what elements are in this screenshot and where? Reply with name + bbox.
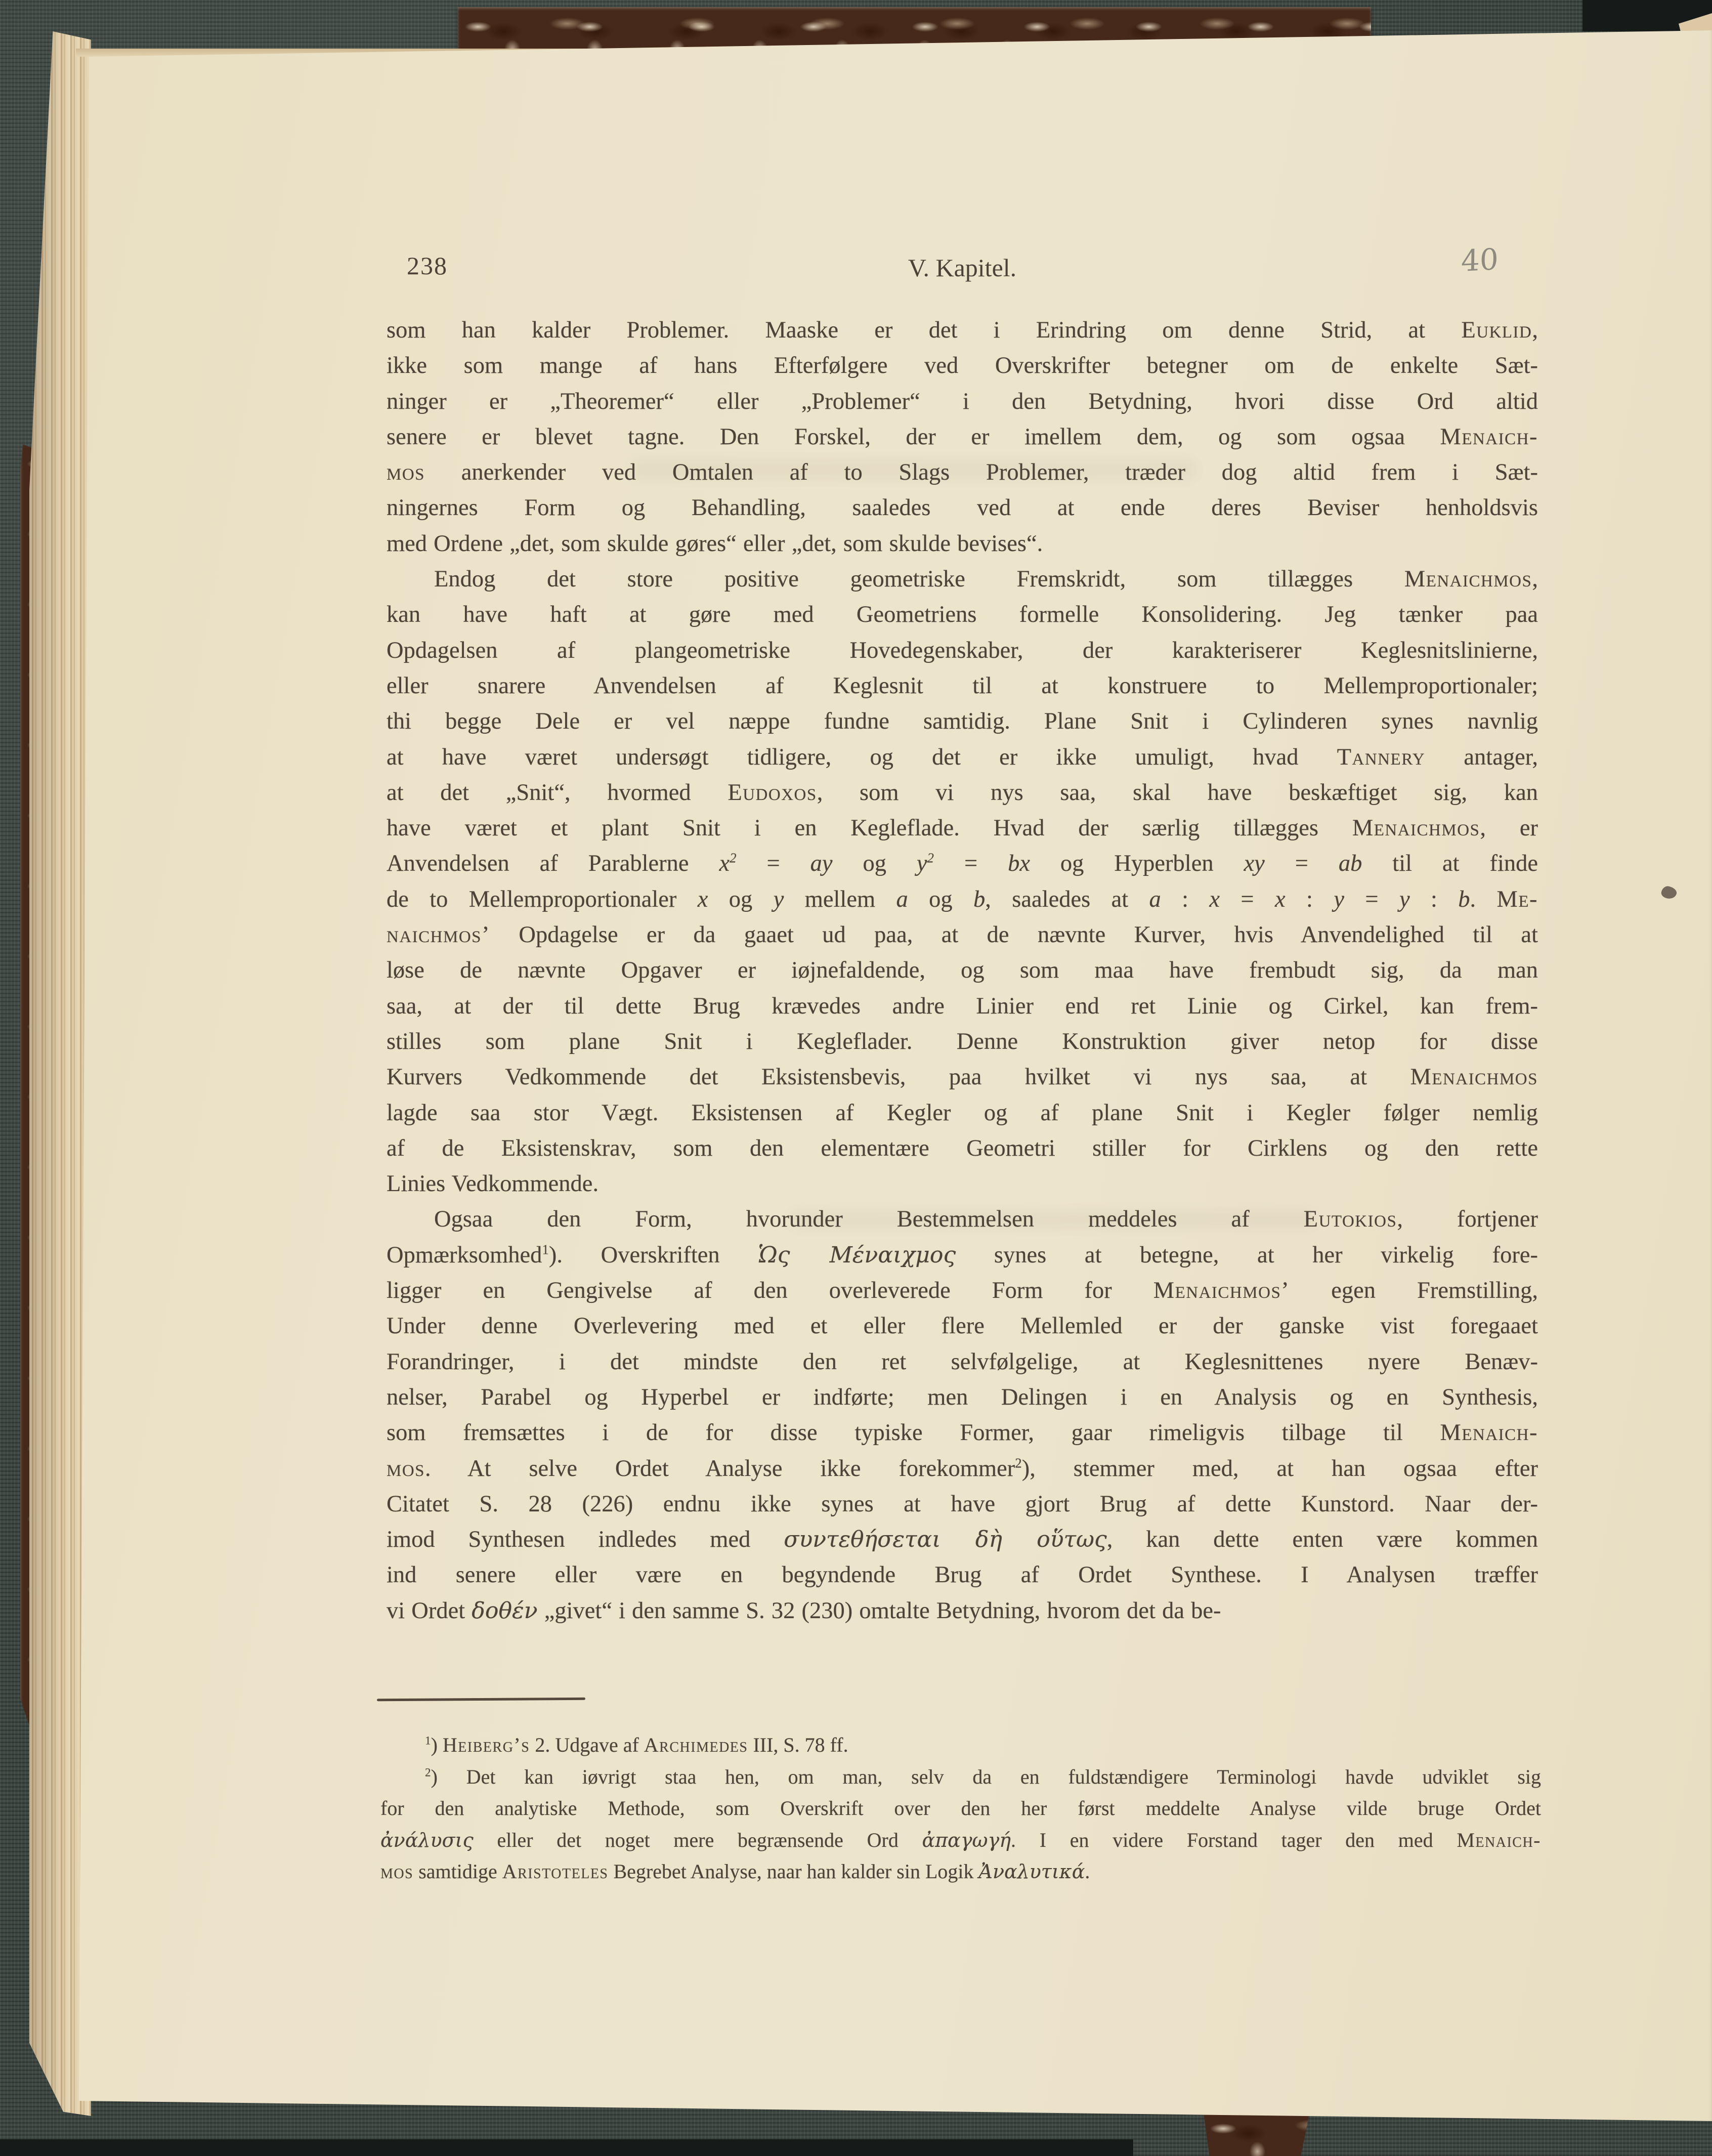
text-segment: y [773,886,784,912]
small-caps-name: Archimedes [644,1734,748,1756]
text-segment: = [736,851,810,877]
text-segment: y [1399,886,1410,912]
text-segment: x [1275,886,1286,912]
page-number: 238 [407,251,448,280]
text-line [387,1593,1538,1629]
text-line [387,1273,1538,1308]
text-segment: og [908,886,974,912]
text-segment: ay [810,851,833,877]
small-caps-name: Euklid [1461,317,1532,343]
text-segment: . At selve Ordet Analyse ikke forekommer [425,1455,1015,1482]
text-segment: de to Mellemproportionaler [387,886,698,912]
text-segment: for den analytiske Methode, som Overskrift over den her først meddelte Analyse vilde bruge Ordet [380,1797,1541,1820]
text-line [387,917,1538,953]
text-segment: eller snarere Anvendelsen af Keglesnit til at konstruere to Mellemproportionaler; [387,672,1538,699]
pencil-annotation: 40 [1461,241,1499,279]
greek-text: Ὡς Μέναιχμος [758,1242,956,1268]
text-segment: Endog det store positive geometriske Fremskridt, som tillægges [434,566,1404,593]
text-segment: : [1161,886,1210,912]
text-segment: og [708,886,774,912]
text-segment: 2. Udgave af [530,1734,644,1756]
text-segment: egen Fremstilling, [1290,1278,1538,1304]
text-line [387,455,1538,490]
text-line [387,348,1538,384]
small-caps-name: Menaichmos [1404,566,1532,593]
text-segment: , [1532,566,1538,593]
chapter-title: V. Kapitel. [908,253,1017,282]
text-segment: = [1344,886,1399,912]
text-line [387,526,1538,562]
text-segment: xy [1244,851,1265,877]
page-header [387,241,1538,286]
small-caps-name: Eutokios [1303,1206,1397,1233]
text-line [387,1451,1538,1487]
small-caps-name: Menaich- [1440,1420,1538,1446]
text-line [387,1522,1538,1557]
text-segment: stilles som plane Snit i Kegleflader. Denne Konstruktion giver netop for disse [387,1028,1538,1054]
text-line [387,384,1538,419]
text-segment: til at finde [1362,851,1538,877]
text-segment: imod Synthesen indledes med [387,1527,784,1553]
text-segment: = [1264,851,1339,877]
text-line [387,597,1538,632]
text-line [387,882,1538,917]
text-line [387,668,1538,704]
small-caps-name: Menaich- [1440,424,1538,450]
text-segment: a [896,886,908,912]
text-segment: y [1334,886,1344,912]
text-segment: Citatet S. 28 (226) endnu ikke synes at have gjort Brug af dette Kunstord. Naar der- [387,1491,1538,1517]
text-segment: ). Overskriften [548,1242,758,1268]
greek-text: Ἀναλυτικά [978,1861,1085,1883]
text-line [380,1793,1541,1825]
small-caps-name: Menaich- [1457,1828,1541,1851]
text-line [387,1166,1538,1202]
text-line [387,1060,1538,1095]
text-segment: ab [1338,851,1362,877]
text-segment: at det „Snit“, hvormed [387,779,728,806]
text-segment: , kan dette enten være kommen [1106,1527,1538,1553]
footnotes [380,1729,1541,1888]
text-segment: mellem [784,886,896,912]
text-segment: og [832,851,917,877]
small-caps-name: mos [387,459,425,486]
text-segment: , saaledes at [985,886,1149,912]
text-segment: III, S. 78 ff. [748,1734,848,1756]
text-line [387,562,1538,597]
text-line [387,1024,1538,1060]
text-segment: : [1409,886,1459,912]
text-line [387,1238,1538,1273]
text-segment: Linies Vedkommende. [387,1171,599,1197]
text-segment: ligger en Gengivelse af den overleverede Form for [387,1278,1153,1304]
text-line [387,1487,1538,1522]
text-segment: x [1209,886,1220,912]
text-segment: ind senere eller være en begyndende Brug af Ordet Synthese. I Analysen træffer [387,1562,1538,1588]
text-segment: 1 [425,1734,431,1748]
text-segment: x [719,851,730,877]
text-segment: , [1532,317,1538,343]
text-segment: : [1285,886,1334,912]
text-segment: at have været undersøgt tidligere, og det er ikke umuligt, hvad [387,744,1337,770]
text-segment: samtidige [413,1860,502,1883]
text-segment: vi Ordet [387,1597,472,1624]
text-segment: senere er blevet tagne. Den Forskel, der er imellem dem, og som ogsaa [387,424,1440,450]
text-segment: 2 [425,1766,431,1780]
text-segment: synes at betegne, at her virkelig fore- [956,1242,1538,1268]
text-segment: Under denne Overlevering med et eller flere Mellemled er der ganske vist foregaaet [387,1313,1538,1339]
text-segment: kan have haft at gøre med Geometriens formelle Konsolidering. Jeg tænker paa [387,602,1538,628]
text-line [387,1415,1538,1451]
text-line [387,1131,1538,1166]
text-segment: Kurvers Vedkommende det Eksistensbevis, paa hvilket vi nys saa, at [387,1064,1410,1090]
text-segment: Opmærksomhed [387,1242,542,1268]
text-segment: Opdagelsen af plangeometriske Hovedegenskaber, der karakteriserer Keglesnitslinierne, [387,637,1538,663]
text-segment: ninger er „Theoremer“ eller „Problemer“ i den Betydning, hvori disse Ord altid [387,388,1538,414]
cover-bottom-shadow [0,2139,1133,2156]
text-segment: thi begge Dele er vel næppe fundne samtidig. Plane Snit i Cylinderen synes navnlig [387,708,1538,735]
text-line [387,1308,1538,1344]
text-segment: 2 [927,850,934,866]
text-segment: 2 [730,850,737,866]
text-line [387,704,1538,739]
small-caps-name: mos [380,1860,414,1883]
text-segment: af de Eksistenskrav, som den elementære Geometri stiller for Cirklens og den rette [387,1135,1538,1161]
text-line [387,419,1538,455]
text-segment: løse de nævnte Opgaver er iøjnefaldende, og som maa have frembudt sig, da man [387,957,1538,984]
text-line [387,775,1538,811]
greek-text: ἀνάλυσις [380,1829,474,1851]
greek-text: δοθέν [472,1597,538,1624]
text-segment: ), stemmer med, at han ogsaa efter [1021,1455,1538,1482]
small-caps-name: Aristoteles [502,1860,609,1883]
small-caps-name: Heiberg’s [442,1734,530,1756]
small-caps-name: naichmos’ [387,922,491,948]
text-segment: antager, [1425,744,1538,770]
text-line [387,740,1538,775]
text-segment: Forandringer, i det mindste den ret selvfølgelige, at Keglesnittenes nyere Benæv- [387,1348,1538,1375]
text-segment: have været et plant Snit i en Kegleflade. Hvad der særlig tillægges [387,815,1352,841]
small-caps-name: Menaichmos [1352,815,1480,841]
text-line [387,1380,1538,1415]
text-line [387,846,1538,881]
text-segment: som han kalder Problemer. Maaske er det i Erindring om denne Strid, at [387,317,1462,343]
text-line [387,1202,1538,1237]
text-segment: Ogsaa den Form, hvorunder Bestemmelsen meddeles af [434,1206,1304,1233]
text-line [380,1825,1541,1856]
text-line [387,313,1538,348]
small-caps-name: Tannery [1337,744,1426,770]
text-segment: , fortjener [1397,1206,1538,1233]
text-segment: = [1220,886,1275,912]
text-line [387,989,1538,1024]
text-segment: , er [1480,815,1538,841]
small-caps-name: Menaichmos’ [1153,1278,1290,1304]
text-line [380,1729,1541,1761]
text-segment: nelser, Parabel og Hyperbel er indførte; men Delingen i en Analysis og en Synthesis, [387,1384,1538,1410]
text-segment: = [934,851,1008,877]
text-segment: y [916,851,927,877]
marbled-paper-bottom-chip [1203,2109,1309,2156]
text-segment: ningernes Form og Behandling, saaledes ved at ende deres Beviser henholdsvis [387,495,1538,521]
greek-text: ἀπαγωγή [922,1829,1011,1851]
text-segment: „givet“ i den samme S. 32 (230) omtalte Betydning, hvorom det da be- [537,1597,1221,1624]
text-segment: anerkender ved Omtalen af to Slags Problemer, træder dog altid frem i Sæt- [425,459,1538,486]
text-segment: ikke som mange af hans Efterfølgere ved Overskrifter betegner om de enkelte Sæt- [387,353,1538,379]
text-segment: b [973,886,986,912]
text-line [380,1761,1541,1793]
text-line [387,1557,1538,1593]
text-line [380,1856,1541,1888]
text-segment: . [1085,1860,1090,1883]
text-segment: bx [1008,851,1030,877]
text-line [387,490,1538,526]
text-line [387,953,1538,988]
text-segment: Anvendelsen af Parablerne [387,851,719,877]
small-caps-name: Menaichmos [1410,1064,1538,1090]
text-segment: . I en videre Forstand tager den med [1011,1828,1457,1851]
text-segment: Opdagelse er da gaaet ud paa, at de nævnte Kurver, hvis Anvendelighed til at [490,922,1538,948]
text-segment: b [1458,886,1470,912]
small-caps-name: Eudoxos [727,779,817,806]
body-text [387,313,1538,1629]
text-segment: . [1470,886,1497,912]
text-segment: saa, at der til dette Brug krævedes andre Linier end ret Linie og Cirkel, kan frem- [387,993,1538,1019]
text-segment: lagde saa stor Vægt. Eksistensen af Kegler og af plane Snit i Kegler følger nemlig [387,1100,1538,1126]
text-segment: ) Det kan iøvrigt staa hen, om man, selv da en fuldstændigere Terminologi havde udviklet sig [431,1765,1541,1788]
text-line [387,811,1538,846]
text-segment: med Ordene „det, som skulde gøres“ eller „det, som skulde bevises“. [387,530,1043,557]
text-line [387,633,1538,668]
text-line [387,1344,1538,1380]
text-segment: x [697,886,708,912]
text-segment: a [1149,886,1161,912]
text-segment: 2 [1015,1455,1022,1470]
text-segment: eller det noget mere begrænsende Ord [473,1828,922,1851]
small-caps-name: mos [387,1455,425,1482]
text-segment: som fremsættes i de for disse typiske Former, gaar rimeligvis tilbage til [387,1420,1440,1446]
text-segment: Begrebet Analyse, naar han kalder sin Logik [608,1860,979,1883]
text-segment: 1 [542,1242,549,1257]
text-segment: , som vi nys saa, skal have beskæftiget sig, kan [817,779,1538,806]
small-caps-name: Me- [1496,886,1538,912]
greek-text: συντεθήσεται δὴ οὕτως [784,1527,1107,1553]
text-line [387,1095,1538,1131]
text-segment: ) [431,1734,443,1756]
text-segment: og Hyperblen [1030,851,1244,877]
